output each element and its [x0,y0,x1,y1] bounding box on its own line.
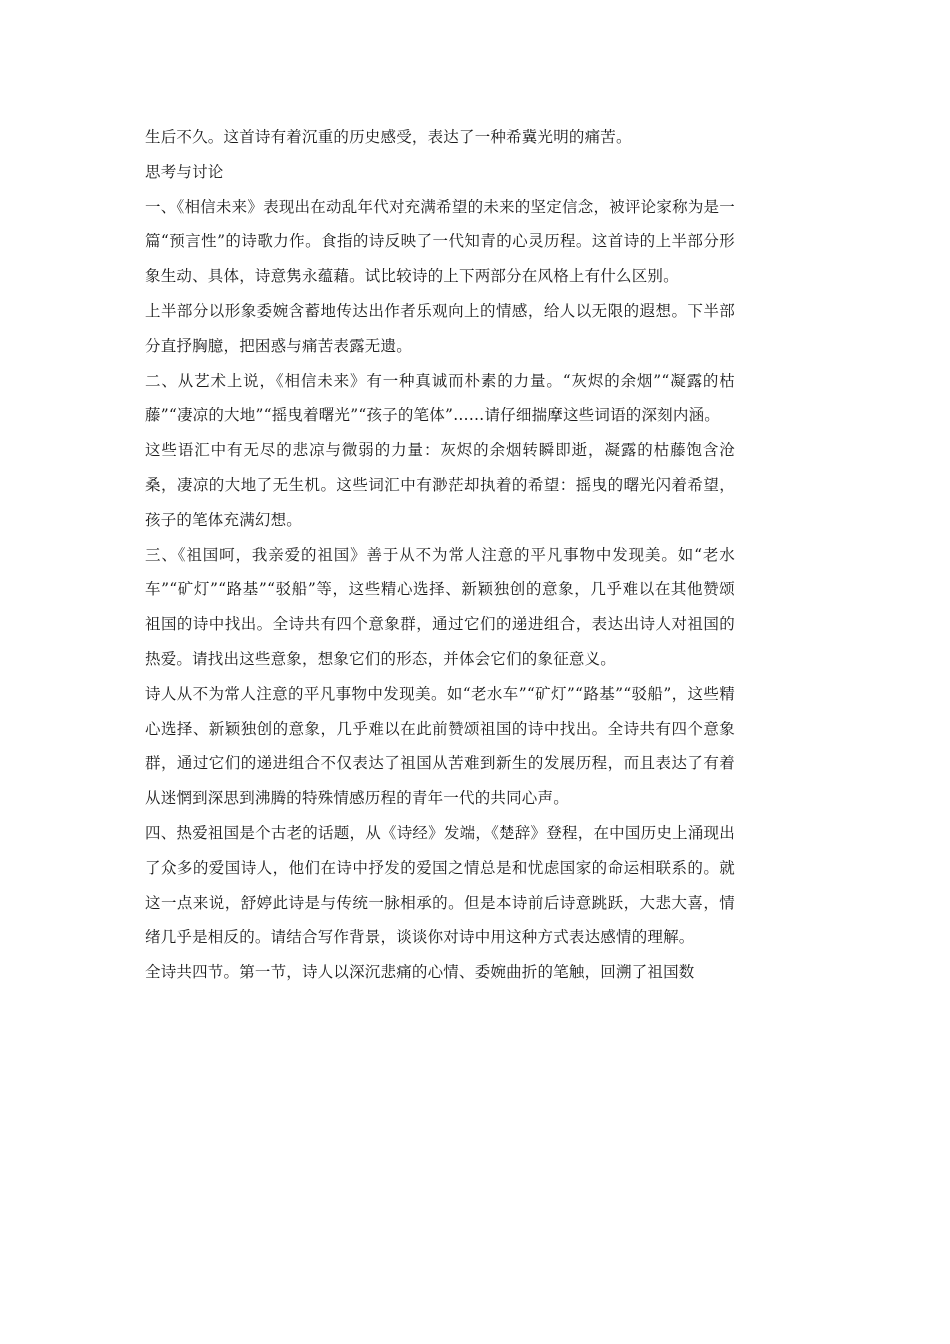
section-heading-discussion: 思考与讨论 [145,162,224,181]
paragraph-continuation: 生后不久。这首诗有着沉重的历史感受，表达了一种希冀光明的痛苦。 [145,128,632,146]
answer-3: 诗人从不为常人注意的平凡事物中发现美。如“老水车”“矿灯”“路基”“驳船”，这些精心选择、新颖独创的意象，几乎难以在此前赞颂祖国的诗中找出。全诗共有四个意象群，通过它们的递进组合不仅表达了祖国从苦难到新生的发展历程，而且表达了有着从迷惘到深思到沸腾的特殊情感历程的青年一代的共同心声。 [145,684,735,808]
document-body [145,120,735,990]
question-3: 三、《祖国呵，我亲爱的祖国》善于从不为常人注意的平凡事物中发现美。如“老水车”“矿灯”“路基”“驳船”等，这些精心选择、新颖独创的意象，几乎难以在其他赞颂祖国的诗中找出。全诗共有四个意象群，通过它们的递进组合，表达出诗人对祖国的热爱。请找出这些意象，想象它们的形态，并体会它们的象征意义。 [145,545,735,668]
answer-1: 上半部分以形象委婉含蓄地传达出作者乐观向上的情感，给人以无限的遐想。下半部分直抒胸臆，把困惑与痛苦表露无遗。 [145,301,735,355]
answer-4: 全诗共四节。第一节，诗人以深沉悲痛的心情、委婉曲折的笔触，回溯了祖国数 [145,963,695,982]
question-1: 一、《相信未来》表现出在动乱年代对充满希望的未来的坚定信念，被评论家称为是一篇“预言性”的诗歌力作。食指的诗反映了一代知青的心灵历程。这首诗的上半部分形象生动、具体，诗意隽永蕴藉。试比较诗的上下两部分在风格上有什么区别。 [145,197,735,286]
question-2: 二、从艺术上说，《相信未来》有一种真诚而朴素的力量。“灰烬的余烟”“凝露的枯藤”“凄凉的大地”“摇曳着曙光”“孩子的笔体”……请仔细揣摩这些词语的深刻内涵。 [145,371,735,425]
question-4: 四、热爱祖国是个古老的话题，从《诗经》发端，《楚辞》登程，在中国历史上涌现出了众多的爱国诗人，他们在诗中抒发的爱国之情总是和忧虑国家的命运相联系的。就这一点来说，舒婷此诗是与传统一脉相承的。但是本诗前后诗意跳跃，大悲大喜，情绪几乎是相反的。请结合写作背景，谈谈你对诗中用这种方式表达感情的理解。 [145,823,735,947]
answer-2: 这些语汇中有无尽的悲凉与微弱的力量：灰烬的余烟转瞬即逝，凝露的枯藤饱含沧桑，凄凉的大地了无生机。这些词汇中有渺茫却执着的希望：摇曳的曙光闪着希望，孩子的笔体充满幻想。 [145,441,735,529]
